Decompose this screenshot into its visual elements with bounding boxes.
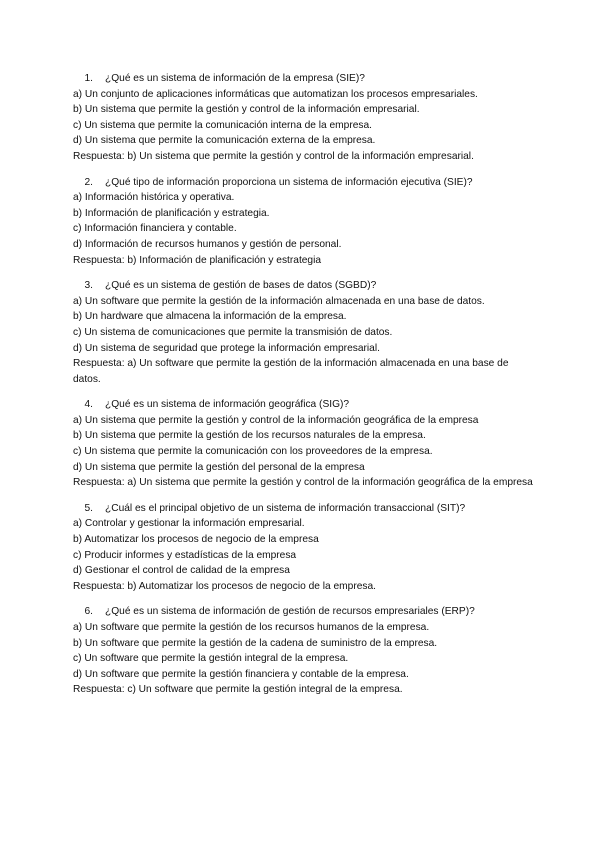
- option-c: c) Información financiera y contable.: [73, 223, 237, 235]
- option-b: b) Un sistema que permite la gestión y control de la información empresarial.: [73, 104, 420, 116]
- quiz-content: [73, 71, 533, 708]
- question-block-3: [73, 278, 533, 387]
- option-a: a) Un conjunto de aplicaciones informáticas que automatizan los procesos empresariales.: [73, 88, 478, 100]
- option-b: b) Un sistema que permite la gestión de los recursos naturales de la empresa.: [73, 430, 426, 442]
- question-number: 3.: [84, 280, 93, 292]
- option-a: a) Controlar y gestionar la información empresarial.: [73, 518, 305, 530]
- option-c: c) Un software que permite la gestión integral de la empresa.: [73, 653, 349, 665]
- option-d: d) Un sistema que permite la comunicación externa de la empresa.: [73, 135, 376, 147]
- question-heading: [73, 278, 533, 294]
- answer-line: Respuesta: a) Un sistema que permite la gestión y control de la información geográfica de la empresa: [73, 477, 533, 489]
- question-heading: [73, 71, 533, 87]
- option-c: c) Producir informes y estadísticas de la empresa: [73, 549, 297, 561]
- option-b: b) Información de planificación y estrategia.: [73, 207, 270, 219]
- question-number: 6.: [84, 606, 93, 618]
- answer-line: Respuesta: c) Un software que permite la gestión integral de la empresa.: [73, 684, 403, 696]
- option-a: a) Información histórica y operativa.: [73, 192, 235, 204]
- question-heading: [73, 604, 533, 620]
- question-heading: [73, 397, 533, 413]
- option-a: a) Un software que permite la gestión de los recursos humanos de la empresa.: [73, 622, 430, 633]
- question-number: 5.: [84, 502, 93, 514]
- option-a: a) Un sistema que permite la gestión y control de la información geográfica de la empresa: [73, 414, 479, 426]
- option-d: d) Un sistema que permite la gestión del personal de la empresa: [73, 461, 365, 473]
- question-block-5: [73, 501, 533, 595]
- option-b: b) Un software que permite la gestión de la cadena de suministro de la empresa.: [73, 637, 438, 649]
- question-text: ¿Qué es un sistema de gestión de bases de datos (SGBD)?: [105, 280, 377, 292]
- question-heading: [73, 501, 533, 517]
- question-heading: [73, 175, 533, 191]
- question-text: ¿Qué es un sistema de información geográfica (SIG)?: [105, 399, 350, 411]
- option-d: d) Un sistema de seguridad que protege la información empresarial.: [73, 342, 380, 354]
- question-block-4: [73, 397, 533, 491]
- option-d: d) Información de recursos humanos y gestión de personal.: [73, 238, 342, 250]
- question-block-6: [73, 604, 533, 698]
- question-text: ¿Qué es un sistema de información de la empresa (SIE)?: [105, 73, 365, 84]
- answer-line: Respuesta: b) Automatizar los procesos de negocio de la empresa.: [73, 580, 376, 592]
- option-b: b) Un hardware que almacena la información de la empresa.: [73, 311, 347, 323]
- option-c: c) Un sistema de comunicaciones que permite la transmisión de datos.: [73, 326, 393, 338]
- option-c: c) Un sistema que permite la comunicación con los proveedores de la empresa.: [73, 446, 433, 458]
- answer-line: Respuesta: b) Un sistema que permite la gestión y control de la información empresarial.: [73, 150, 474, 162]
- question-number: 4.: [84, 399, 93, 411]
- question-block-2: [73, 175, 533, 269]
- question-block-1: [73, 71, 533, 165]
- question-text: ¿Qué tipo de información proporciona un sistema de información ejecutiva (SIE)?: [105, 176, 473, 188]
- option-c: c) Un sistema que permite la comunicación interna de la empresa.: [73, 119, 372, 131]
- answer-line: Respuesta: b) Información de planificación y estrategia: [73, 254, 322, 266]
- question-text: ¿Qué es un sistema de información de gestión de recursos empresariales (ERP)?: [105, 606, 475, 618]
- question-number: 1.: [84, 73, 93, 84]
- option-b: b) Automatizar los procesos de negocio de la empresa: [73, 534, 319, 546]
- option-d: d) Un software que permite la gestión financiera y contable de la empresa.: [73, 668, 409, 680]
- question-number: 2.: [84, 176, 93, 188]
- option-d: d) Gestionar el control de calidad de la empresa: [73, 565, 290, 577]
- answer-line: Respuesta: a) Un software que permite la gestión de la información almacenada en una base de datos.: [73, 358, 509, 385]
- option-a: a) Un software que permite la gestión de la información almacenada en una base de datos.: [73, 295, 485, 307]
- question-text: ¿Cuál es el principal objetivo de un sistema de información transaccional (SIT)?: [105, 502, 466, 514]
